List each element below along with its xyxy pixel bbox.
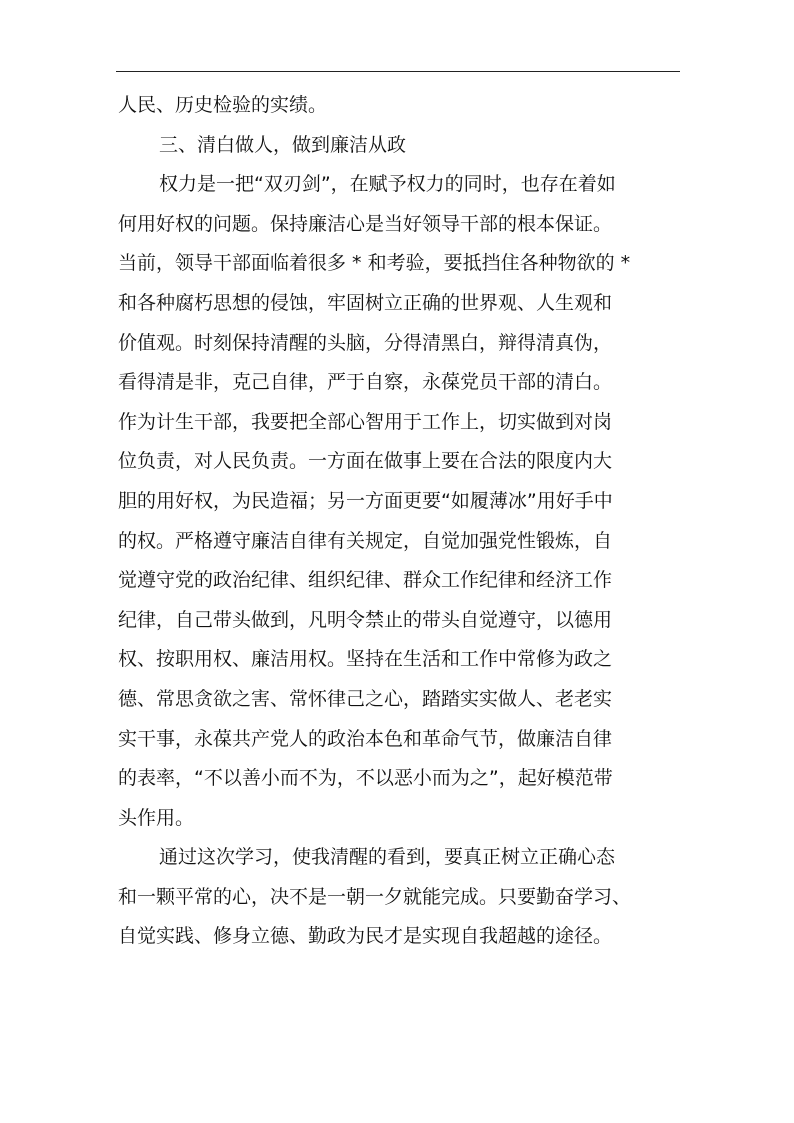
text-line-12: 的权。严格遵守廉洁自律有关规定，自觉加强党性锻炼，自 [118, 529, 613, 552]
text-line-11: 胆的用好权，为民造福；另一方面更要“如履薄冰”用好手中 [118, 489, 613, 512]
text-line-9: 作为计生干部，我要把全部心智用于工作上，切实做到对岗 [118, 410, 613, 433]
text-line-18: 的表率，“不以善小而不为，不以恶小而为之”，起好模范带 [118, 767, 613, 790]
text-line-15: 权、按职用权、廉洁用权。坚持在生活和工作中常修为政之 [118, 648, 613, 671]
text-line-8: 看得清是非，克己自律，严于自察，永葆党员干部的清白。 [118, 371, 613, 394]
text-line-21: 和一颗平常的心，决不是一朝一夕就能完成。只要勤奋学习、 [118, 885, 632, 908]
text-line-10: 位负责，对人民负责。一方面在做事上要在合法的限度内大 [118, 450, 613, 473]
header-rule [116, 71, 680, 72]
text-line-17: 实干事，永葆共产党人的政治本色和革命气节，做廉洁自律 [118, 727, 613, 750]
text-line-19: 头作用。 [118, 806, 195, 829]
section-heading: 三、清白做人，做到廉洁从政 [159, 133, 407, 156]
text-line-1: 人民、历史检验的实绩。 [118, 94, 328, 116]
text-line-3: 权力是一把“双刃剑”，在赋予权力的同时，也存在着如 [159, 173, 616, 196]
document-body [118, 86, 684, 957]
text-line-4: 何用好权的问题。保持廉洁心是当好领导干部的根本保证。 [118, 212, 613, 235]
text-line-16: 德、常思贪欲之害、常怀律己之心，踏踏实实做人、老老实 [118, 687, 613, 710]
text-line-7: 价值观。时刻保持清醒的头脑，分得清黑白，辩得清真伪， [118, 331, 613, 354]
text-line-22: 自觉实践、修身立德、勤政为民才是实现自我超越的途径。 [118, 925, 613, 948]
text-line-13: 觉遵守党的政治纪律、组织纪律、群众工作纪律和经济工作 [118, 569, 613, 592]
text-line-14: 纪律，自己带头做到，凡明令禁止的带头自觉遵守，以德用 [118, 608, 613, 631]
text-line-20: 通过这次学习，使我清醒的看到，要真正树立正确心态 [159, 846, 616, 869]
text-line-5: 当前，领导干部面临着很多 * 和考验，要抵挡住各种物欲的 * [118, 252, 631, 275]
text-line-6: 和各种腐朽思想的侵蚀，牢固树立正确的世界观、人生观和 [118, 291, 613, 314]
